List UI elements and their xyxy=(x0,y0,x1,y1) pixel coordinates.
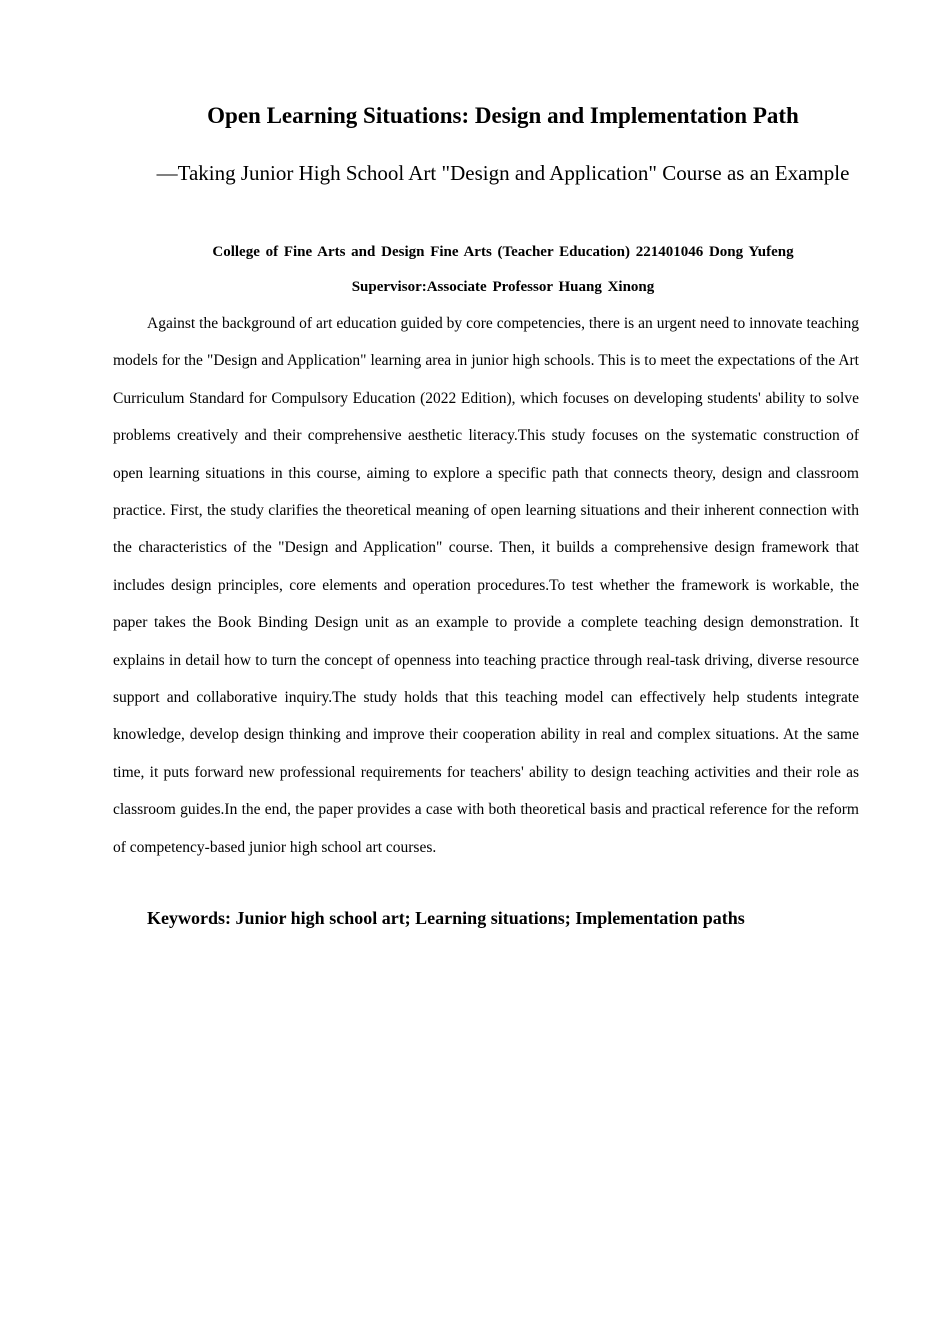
keywords-line: Keywords: Junior high school art; Learning situations; Implementation paths xyxy=(147,908,745,928)
author-info: College of Fine Arts and Design Fine Arts (Teacher Education) 221401046 Dong Yufeng xyxy=(212,244,794,260)
abstract-paragraph: Against the background of art education guided by core competencies, there is an urgent need to innovate teaching models for the "Design and Application" learning area in junior high schools. This is to meet the expectations of the Art Curriculum Standard for Compulsory Education (2022 Edition), which focuses on developing students' ability to solve problems creatively and their comprehensive aesthetic literacy.This study focuses on the systematic construction of open learning situations in this course, aiming to explore a specific path that connects theory, design and classroom practice. First, the study clarifies the theoretical meaning of open learning situations and their inherent connection with the characteristics of the "Design and Application" course. Then, it builds a comprehensive design framework that includes design principles, core elements and operation procedures.To test whether the framework is workable, the paper takes the Book Binding Design unit as an example to provide a complete teaching design demonstration. It explains in detail how to turn the concept of openness into teaching practice through real-task driving, diverse resource support and collaborative inquiry.The study holds that this teaching model can effectively help students integrate knowledge, develop design thinking and improve their cooperation ability in real and complex situations. At the same time, it puts forward new professional requirements for teachers' ability to design teaching activities and their role as classroom guides.In the end, the paper provides a case with both theoretical basis and practical reference for the reform of competency-based junior high school art courses. xyxy=(113,315,859,856)
document-subtitle: —Taking Junior High School Art "Design and Application" Course as an Example xyxy=(156,161,850,185)
document-title: Open Learning Situations: Design and Implementation Path xyxy=(207,103,799,128)
supervisor-info: Supervisor:Associate Professor Huang Xinong xyxy=(351,279,655,295)
